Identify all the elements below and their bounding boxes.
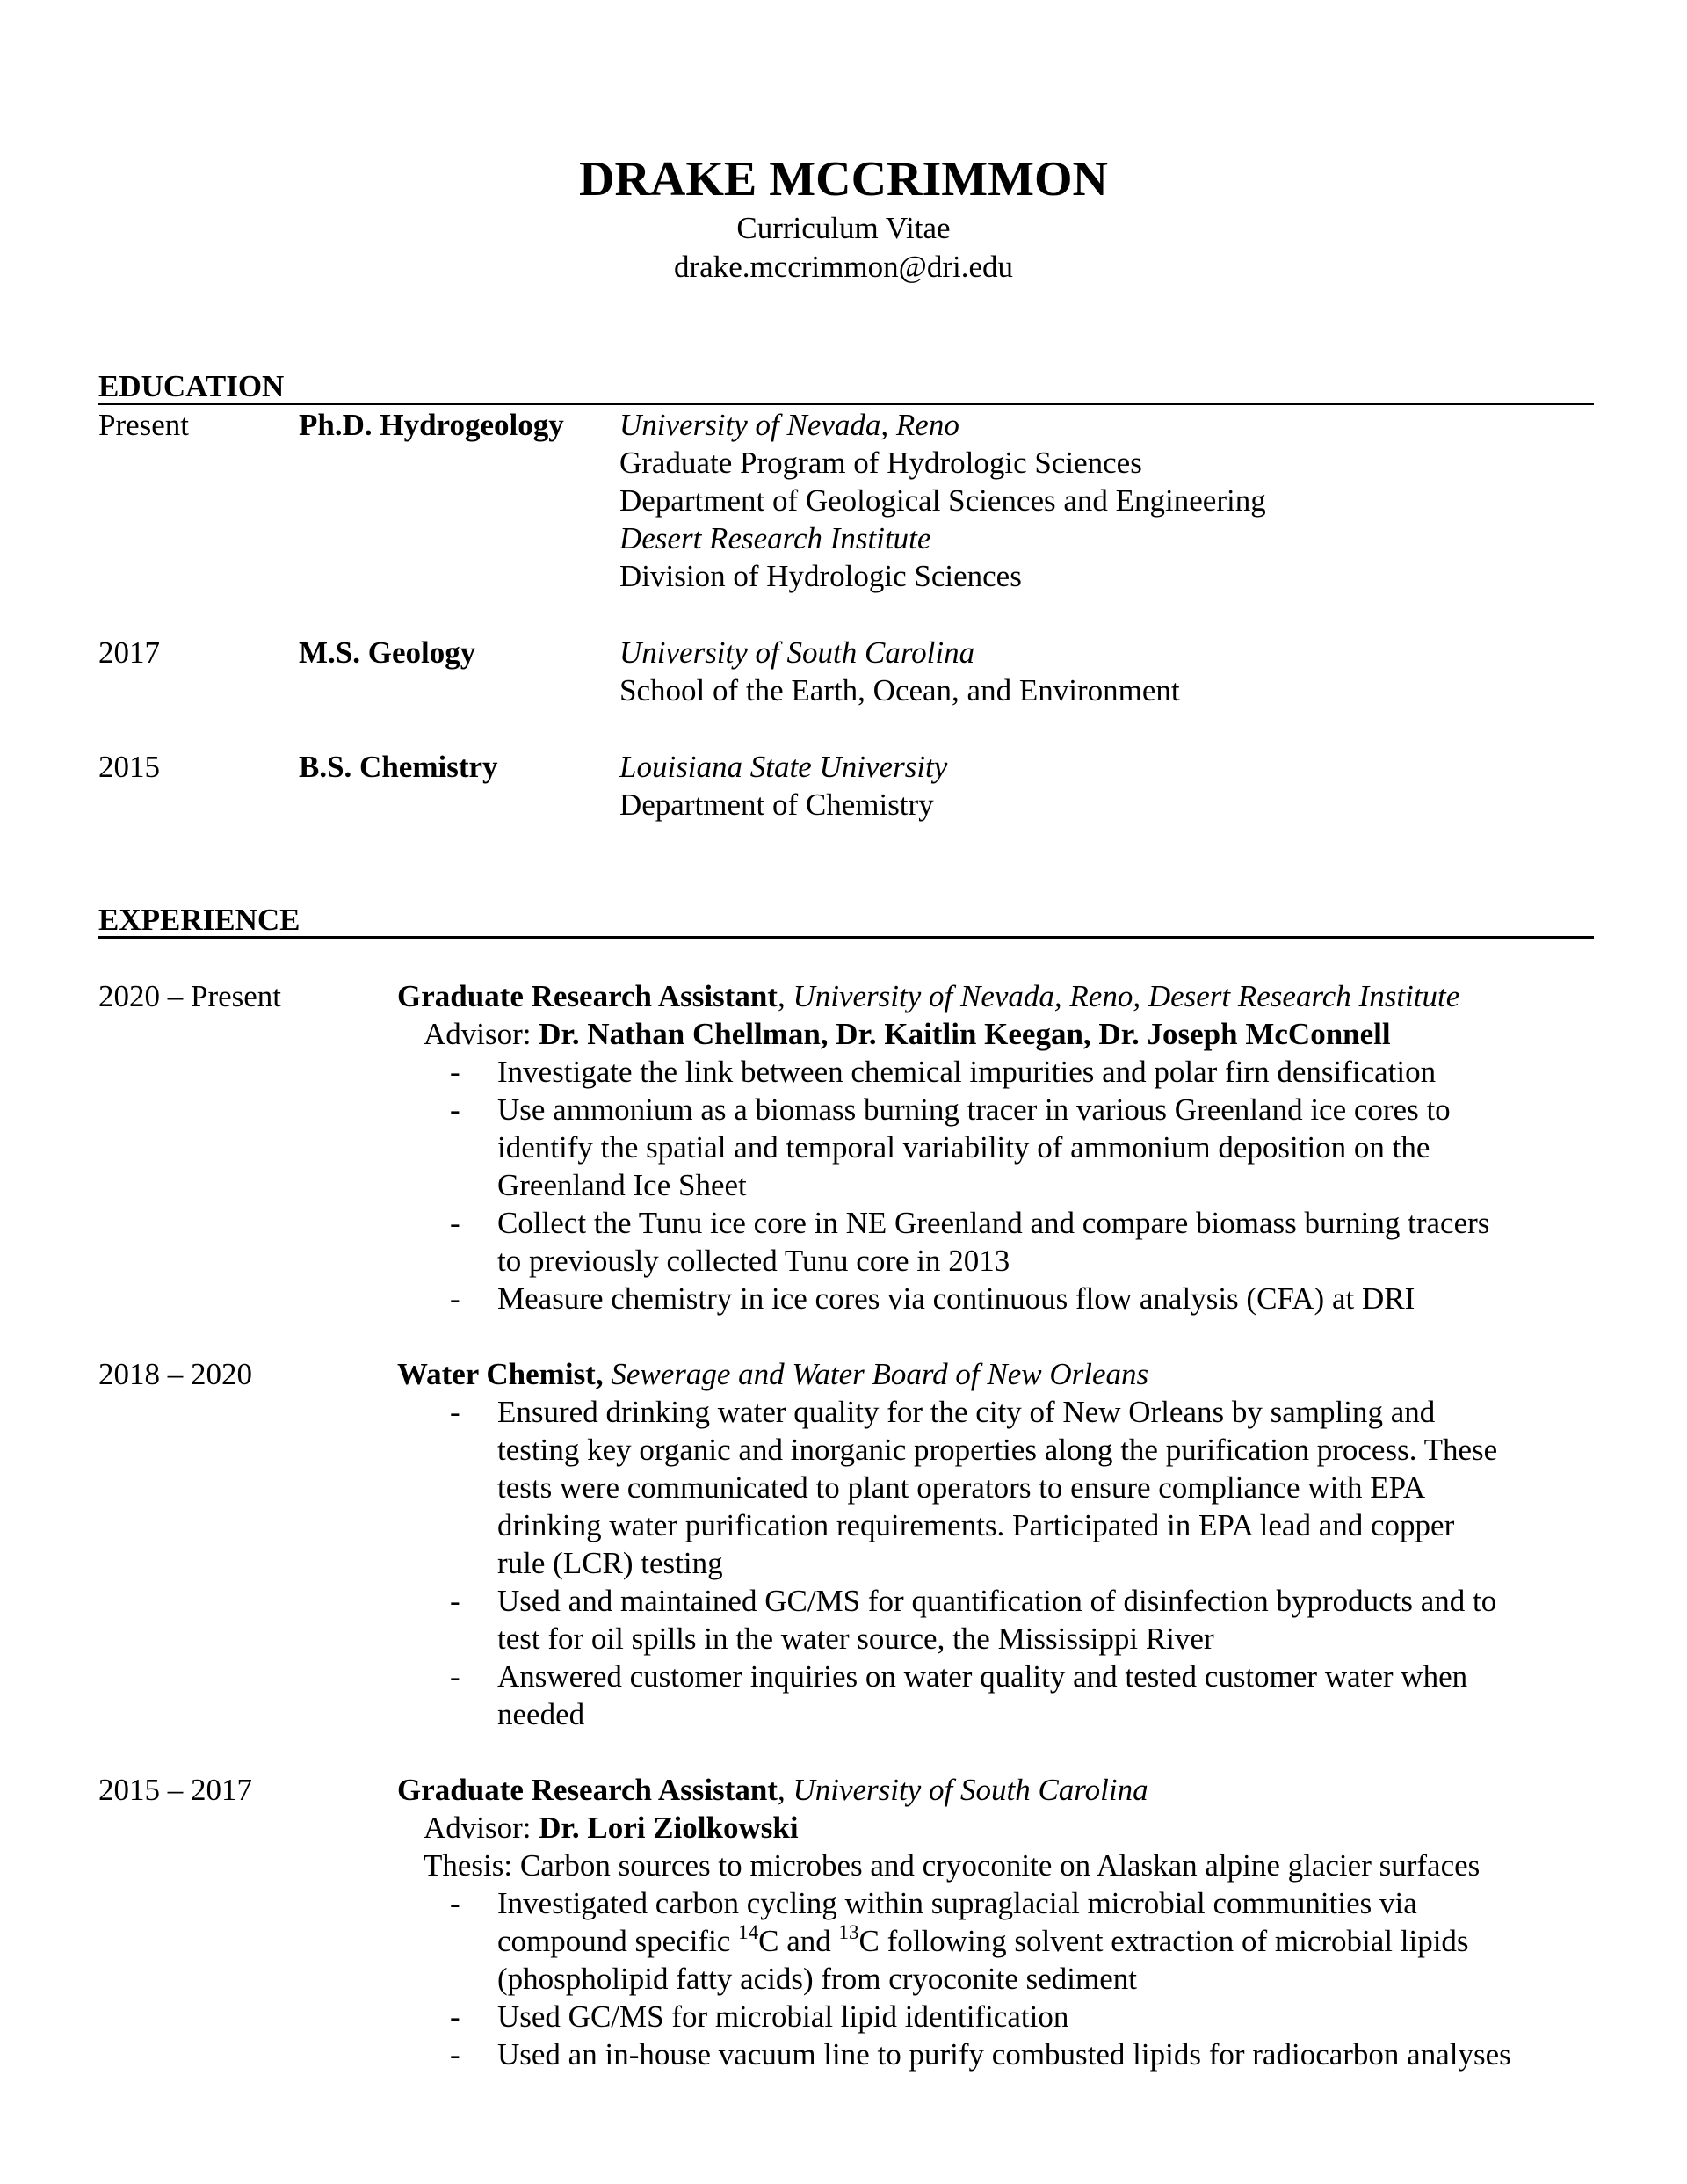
education-rule — [98, 403, 1594, 405]
experience-rule — [98, 936, 1594, 939]
isotope-prefix: compound specific — [497, 1924, 739, 1958]
edu-degree: B.S. Chemistry — [299, 750, 498, 784]
advisor-names: Dr. Lori Ziolkowski — [539, 1810, 799, 1845]
edu-institution: Louisiana State University — [619, 750, 948, 784]
education-heading: EDUCATION — [98, 369, 285, 403]
exp-organization: University of Nevada, Reno, Desert Research Institute — [793, 979, 1460, 1013]
bullet-dash: - — [450, 1659, 460, 1694]
edu-line: Department of Chemistry — [619, 787, 934, 822]
email-address[interactable]: drake.mccrimmon@dri.edu — [674, 250, 1013, 284]
exp-advisor-line — [424, 1015, 1391, 1054]
bullet-text-isotopes — [497, 1922, 1469, 1961]
edu-date: 2015 — [98, 750, 160, 784]
isotope-mid: C and — [758, 1924, 839, 1958]
bullet-text: Answered customer inquiries on water quality and tested customer water when — [497, 1659, 1468, 1694]
bullet-dash: - — [450, 1206, 460, 1240]
experience-heading: EXPERIENCE — [98, 903, 300, 937]
exp-title-line: Graduate Research Assistant, University of Nevada, Reno, Desert Research Institute — [397, 979, 1460, 1013]
bullet-text: test for oil spills in the water source, the Mississippi River — [497, 1622, 1214, 1656]
bullet-text: Ensured drinking water quality for the city of New Orleans by sampling and — [497, 1395, 1436, 1429]
exp-title-line: Graduate Research Assistant, University of South Carolina — [397, 1773, 1148, 1807]
bullet-dash: - — [450, 1092, 460, 1127]
exp-position: Water Chemist, — [397, 1357, 604, 1391]
bullet-text: identify the spatial and temporal variability of ammonium deposition on the — [497, 1130, 1430, 1165]
edu-institution: University of Nevada, Reno — [619, 408, 959, 442]
bullet-text: to previously collected Tunu core in 2013 — [497, 1244, 1010, 1278]
advisor-label: Advisor: — [424, 1810, 539, 1845]
bullet-dash: - — [450, 1055, 460, 1089]
bullet-text: (phospholipid fatty acids) from cryoconite sediment — [497, 1962, 1138, 1996]
bullet-text: Measure chemistry in ice cores via continuous flow analysis (CFA) at DRI — [497, 1281, 1415, 1316]
bullet-dash: - — [450, 1395, 460, 1429]
edu-line: School of the Earth, Ocean, and Environment — [619, 673, 1180, 707]
document-subtitle: Curriculum Vitae — [736, 211, 951, 245]
bullet-text: Investigated carbon cycling within supraglacial microbial communities via — [497, 1886, 1417, 1920]
cv-header — [0, 149, 1687, 287]
edu-institution: Desert Research Institute — [619, 521, 931, 555]
exp-advisor-line — [424, 1809, 799, 1847]
bullet-dash: - — [450, 1886, 460, 1920]
exp-title-line — [397, 1355, 1148, 1394]
exp-position: Graduate Research Assistant — [397, 979, 778, 1013]
isotope-suffix: C following solvent extraction of microbial lipids — [858, 1924, 1469, 1958]
bullet-text: Used an in-house vacuum line to purify combusted lipids for radiocarbon analyses — [497, 2037, 1511, 2072]
edu-line: Department of Geological Sciences and Engineering — [619, 483, 1266, 518]
bullet-dash: - — [450, 1281, 460, 1316]
edu-degree: M.S. Geology — [299, 635, 476, 670]
bullet-text: Used GC/MS for microbial lipid identification — [497, 1999, 1069, 2034]
edu-date: 2017 — [98, 635, 160, 670]
exp-date: 2020 – Present — [98, 979, 282, 1013]
edu-line: Division of Hydrologic Sciences — [619, 559, 1022, 593]
exp-position: Graduate Research Assistant — [397, 1773, 778, 1807]
bullet-text: rule (LCR) testing — [497, 1546, 723, 1580]
bullet-text: Use ammonium as a biomass burning tracer in various Greenland ice cores to — [497, 1092, 1451, 1127]
bullet-text: Collect the Tunu ice core in NE Greenland and compare biomass burning tracers — [497, 1206, 1490, 1240]
edu-institution: University of South Carolina — [619, 635, 975, 670]
isotope-sup-14: 14 — [738, 1921, 759, 1943]
bullet-text: Greenland Ice Sheet — [497, 1168, 747, 1202]
exp-date: 2018 – 2020 — [98, 1357, 252, 1391]
bullet-text: needed — [497, 1697, 585, 1731]
bullet-text: Used and maintained GC/MS for quantification of disinfection byproducts and to — [497, 1584, 1497, 1618]
edu-date: Present — [98, 408, 190, 442]
thesis-line: Thesis: Carbon sources to microbes and cryoconite on Alaskan alpine glacier surfaces — [424, 1848, 1481, 1883]
advisor-names: Dr. Nathan Chellman, Dr. Kaitlin Keegan, Dr. Joseph McConnell — [539, 1017, 1391, 1051]
bullet-text: tests were communicated to plant operators to ensure compliance with EPA — [497, 1470, 1426, 1505]
bullet-text: Investigate the link between chemical impurities and polar firn densification — [497, 1055, 1437, 1089]
bullet-dash: - — [450, 2037, 460, 2072]
edu-line: Graduate Program of Hydrologic Sciences — [619, 446, 1142, 480]
bullet-dash: - — [450, 1999, 460, 2034]
exp-date: 2015 – 2017 — [98, 1773, 252, 1807]
advisor-label: Advisor: — [424, 1017, 539, 1051]
bullet-text: drinking water purification requirements. Participated in EPA lead and copper — [497, 1508, 1455, 1542]
bullet-dash: - — [450, 1584, 460, 1618]
exp-organization: University of South Carolina — [793, 1773, 1148, 1807]
exp-organization: Sewerage and Water Board of New Orleans — [611, 1357, 1149, 1391]
bullet-text: testing key organic and inorganic properties along the purification process. These — [497, 1433, 1498, 1467]
isotope-sup-13: 13 — [838, 1921, 859, 1943]
edu-degree: Ph.D. Hydrogeology — [299, 408, 564, 442]
person-name: DRAKE MCCRIMMON — [579, 152, 1108, 207]
